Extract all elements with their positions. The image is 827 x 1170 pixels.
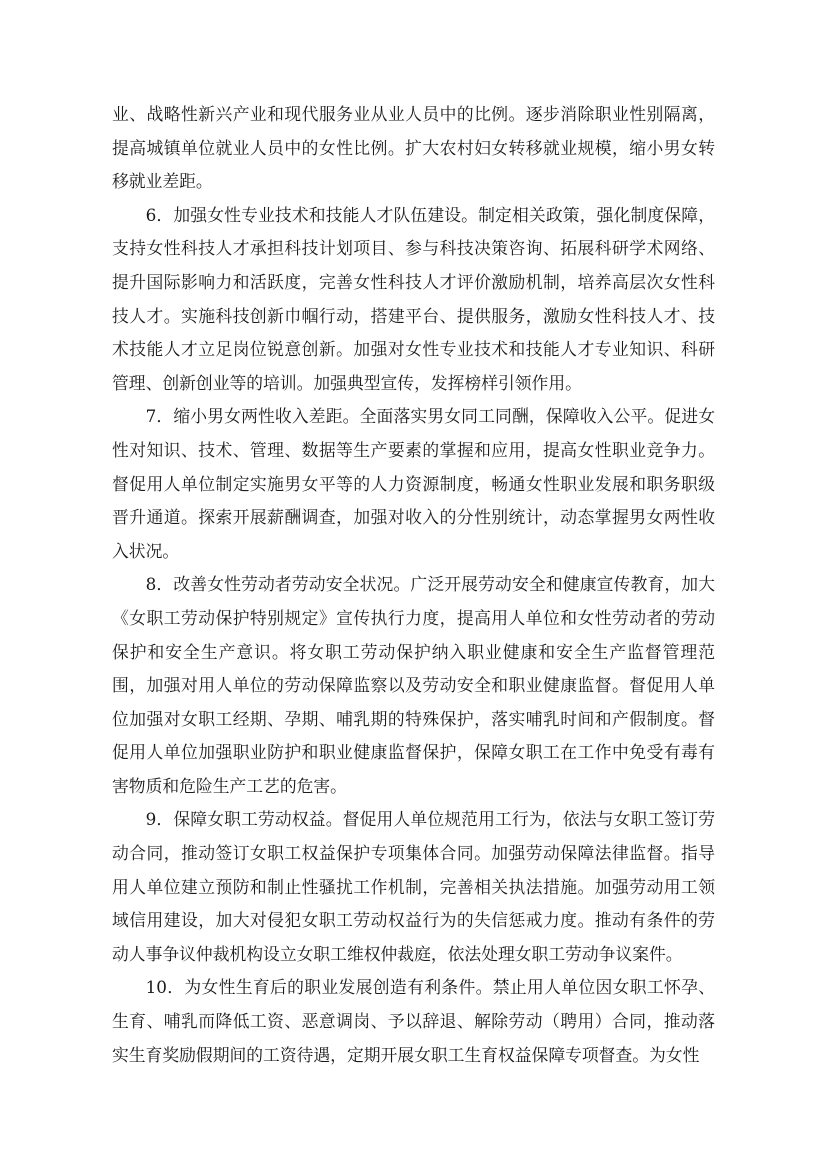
paragraph-continuation: 业、战略性新兴产业和现代服务业从业人员中的比例。逐步消除职业性别隔离，提高城镇单位就业人员中的女性比例。扩大农村妇女转移就业规模，缩小男女转移就业差距。 [112,104,715,192]
paragraph-item-6: 6．加强女性专业技术和技能人才队伍建设。制定相关政策，强化制度保障，支持女性科技人才承担科技计划项目、参与科技决策咨询、拓展科研学术网络、提升国际影响力和活跃度，完善女性科技人才评价激励机制，培养高层次女性科技人才。实施科技创新巾帼行动，搭建平台、提供服务，激励女性科技人才、技术技能人才立足岗位锐意创新。加强对女性专业技术和技能人才专业知识、科研管理、创新创业等的培训。加强典型宣传，发挥榜样引领作用。 [112,204,715,393]
document-body [112,98,715,1072]
paragraph-item-8: 8．改善女性劳动者劳动安全状况。广泛开展劳动安全和健康宣传教育，加大《女职工劳动保护特别规定》宣传执行力度，提高用人单位和女性劳动者的劳动保护和安全生产意识。将女职工劳动保护纳入职业健康和安全生产监督管理范围，加强对用人单位的劳动保障监察以及劳动安全和职业健康监督。督促用人单位加强对女职工经期、孕期、哺乳期的特殊保护，落实哺乳时间和产假制度。督促用人单位加强职业防护和职业健康监督保护，保障女职工在工作中免受有毒有害物质和危险生产工艺的危害。 [112,574,715,796]
paragraph-item-10: 10．为女性生育后的职业发展创造有利条件。禁止用人单位因女职工怀孕、生育、哺乳而降低工资、恶意调岗、予以辞退、解除劳动（聘用）合同，推动落实生育奖励假期间的工资待遇，定期开展女职工生育权益保障专项督查。为女性 [112,977,715,1065]
paragraph-item-9: 9．保障女职工劳动权益。督促用人单位规范用工行为，依法与女职工签订劳动合同，推动签订女职工权益保护专项集体合同。加强劳动保障法律监督。指导用人单位建立预防和制止性骚扰工作机制，完善相关执法措施。加强劳动用工领域信用建设，加大对侵犯女职工劳动权益行为的失信惩戒力度。推动有条件的劳动人事争议仲裁机构设立女职工维权仲裁庭，依法处理女职工劳动争议案件。 [112,809,715,964]
paragraph-item-7: 7．缩小男女两性收入差距。全面落实男女同工同酬，保障收入公平。促进女性对知识、技术、管理、数据等生产要素的掌握和应用，提高女性职业竞争力。督促用人单位制定实施男女平等的人力资源制度，畅通女性职业发展和职务职级晋升通道。探索开展薪酬调查，加强对收入的分性别统计，动态掌握男女两性收入状况。 [112,406,715,561]
